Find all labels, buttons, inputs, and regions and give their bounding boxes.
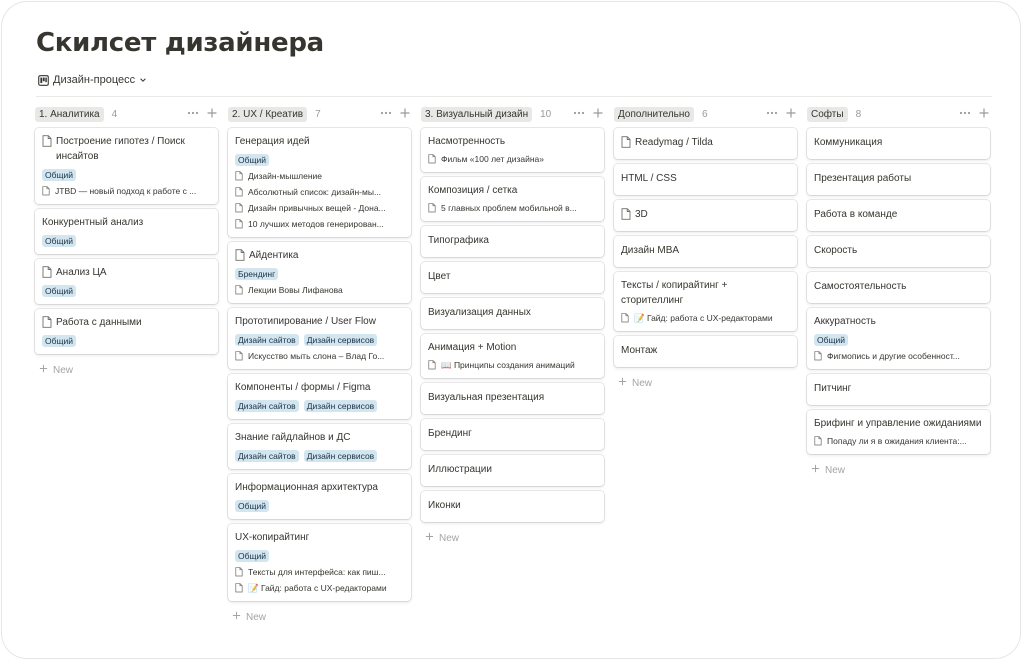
page-icon <box>235 203 243 213</box>
card-title-text: Визуализация данных <box>428 307 531 318</box>
plus-icon <box>811 464 825 476</box>
card-title-text: Композиция / сетка <box>428 185 518 196</box>
board-card[interactable] <box>228 424 411 469</box>
relation-text: Дизайн-мышление <box>248 171 323 181</box>
add-card-icon[interactable] <box>585 106 604 124</box>
card-title-text: Анимация + Motion <box>428 342 517 353</box>
new-label: New <box>246 611 267 623</box>
card-tags <box>42 335 211 347</box>
board-card[interactable] <box>807 236 990 267</box>
card-tags <box>42 235 211 247</box>
card-tags <box>235 154 404 166</box>
board-card[interactable] <box>421 262 604 293</box>
relation-text: 📝 Гайд: работа с UX-редакторами <box>248 583 387 593</box>
more-options-icon[interactable] <box>373 106 392 124</box>
card-title <box>42 315 211 330</box>
column-group-label[interactable]: 1. Аналитика <box>35 107 104 122</box>
card-title <box>42 215 211 230</box>
category-tag: Общий <box>42 169 76 181</box>
board-card[interactable] <box>228 474 411 519</box>
card-tags <box>235 450 404 462</box>
plus-icon <box>232 611 246 623</box>
new-label: New <box>439 532 460 544</box>
card-title-text: Иконки <box>428 500 461 511</box>
column-header <box>421 106 604 122</box>
new-card-button[interactable] <box>811 464 990 476</box>
relation-link[interactable] <box>235 202 404 214</box>
card-title <box>428 426 597 441</box>
add-card-icon[interactable] <box>971 106 990 124</box>
board-card[interactable] <box>421 455 604 486</box>
relation-text: Фигмопись и другие особенност... <box>827 351 960 361</box>
relation-link[interactable] <box>428 202 597 214</box>
card-title-text: Знание гайдлайнов и ДС <box>235 432 351 443</box>
card-title <box>235 134 404 149</box>
card-tags <box>235 400 404 412</box>
more-options-icon[interactable] <box>759 106 778 124</box>
category-tag: Общий <box>235 550 269 562</box>
more-options-icon[interactable] <box>180 106 199 124</box>
relation-link[interactable] <box>235 284 404 296</box>
add-card-icon[interactable] <box>392 106 411 124</box>
board-card[interactable] <box>614 236 797 267</box>
relation-text: Абсолютный список: дизайн-мы... <box>248 187 382 197</box>
column-actions <box>566 106 604 124</box>
page-icon <box>235 249 245 261</box>
board-card[interactable] <box>614 164 797 195</box>
board-card[interactable] <box>614 272 797 331</box>
card-title <box>814 207 983 222</box>
chevron-down-icon <box>139 76 147 84</box>
relation-link[interactable] <box>235 566 404 578</box>
card-tags <box>814 334 983 346</box>
board-card[interactable] <box>228 128 411 237</box>
card-title-text: Скорость <box>814 245 858 256</box>
page-icon <box>235 171 243 181</box>
page-icon <box>428 203 436 213</box>
card-title-text: Компоненты / формы / Figma <box>235 382 371 393</box>
category-tag: Дизайн сервисов <box>304 450 378 462</box>
card-title <box>42 265 211 280</box>
board-card[interactable] <box>807 200 990 231</box>
board-card[interactable] <box>421 226 604 257</box>
card-tags <box>235 550 404 562</box>
new-label: New <box>53 364 74 376</box>
new-card-button[interactable] <box>618 377 797 389</box>
board-card[interactable] <box>228 524 411 601</box>
plus-icon <box>425 532 439 544</box>
column-group-label[interactable]: 2. UX / Креатив <box>228 107 307 122</box>
column-header <box>614 106 797 122</box>
card-title <box>814 135 983 150</box>
page-icon <box>235 351 243 361</box>
relation-text: Лекции Вовы Лифанова <box>248 285 343 295</box>
add-card-icon[interactable] <box>199 106 218 124</box>
board-column <box>228 106 411 623</box>
page-icon <box>428 360 436 370</box>
column-actions <box>373 106 411 124</box>
card-title-text: Самостоятельность <box>814 281 907 292</box>
card-title-text: Коммуникация <box>814 137 883 148</box>
card-title-text: Питчинг <box>814 383 852 394</box>
board-card[interactable] <box>807 374 990 405</box>
board-card[interactable] <box>421 334 604 378</box>
board-column <box>614 106 797 389</box>
card-title <box>235 314 404 329</box>
card-title-text: 3D <box>635 209 648 220</box>
category-tag: Дизайн сайтов <box>235 450 299 462</box>
board-card[interactable] <box>228 308 411 369</box>
card-title-text: Конкурентный анализ <box>42 217 144 228</box>
category-tag: Дизайн сервисов <box>304 400 378 412</box>
card-title <box>814 171 983 186</box>
board-card[interactable] <box>807 308 990 369</box>
column-header <box>228 106 411 122</box>
board-card[interactable] <box>807 410 990 454</box>
card-title-text: UX-копирайтинг <box>235 532 310 543</box>
page-icon <box>42 266 52 278</box>
page-icon <box>235 583 243 593</box>
category-tag: Дизайн сервисов <box>304 334 378 346</box>
card-title <box>42 134 211 164</box>
board-card[interactable] <box>228 374 411 419</box>
card-title <box>428 462 597 477</box>
card-title-text: Работа в команде <box>814 209 898 220</box>
card-tags <box>235 500 404 512</box>
card-title-text: Аккуратность <box>814 316 876 327</box>
new-card-button[interactable] <box>425 532 604 544</box>
category-tag: Дизайн сайтов <box>235 334 299 346</box>
board-card[interactable] <box>35 309 218 354</box>
column-count: 7 <box>315 108 321 120</box>
relation-link[interactable] <box>235 350 404 362</box>
relation-link[interactable] <box>235 218 404 230</box>
card-title-text: Информационная архитектура <box>235 482 378 493</box>
card-title-text: Насмотренность <box>428 136 506 147</box>
card-title-text: Айдентика <box>249 250 299 261</box>
relation-text: 📝 Гайд: работа с UX-редакторами <box>634 313 773 323</box>
new-card-button[interactable] <box>232 611 411 623</box>
relation-link[interactable] <box>814 350 983 362</box>
card-title-text: Брифинг и управление ожиданиями <box>814 418 982 429</box>
card-title-text: Цвет <box>428 271 451 282</box>
plus-icon <box>39 364 53 376</box>
board-card[interactable] <box>807 128 990 159</box>
board-card[interactable] <box>807 272 990 303</box>
card-title-text: Работа с данными <box>56 317 142 328</box>
card-title <box>621 343 790 358</box>
new-label: New <box>632 377 653 389</box>
view-selector[interactable] <box>38 74 147 86</box>
new-card-button[interactable] <box>39 364 218 376</box>
add-card-icon[interactable] <box>778 106 797 124</box>
board-card[interactable] <box>421 491 604 522</box>
relation-text: Фильм «100 лет дизайна» <box>441 154 544 164</box>
column-actions <box>952 106 990 124</box>
category-tag: Общий <box>42 335 76 347</box>
plus-icon <box>618 377 632 389</box>
card-title-text: Брендинг <box>428 428 472 439</box>
board-card[interactable] <box>35 209 218 254</box>
board-card[interactable] <box>35 259 218 304</box>
card-title-text: Монтаж <box>621 345 658 356</box>
card-title <box>814 243 983 258</box>
card-title-text: Построение гипотез / Поиск инсайтов <box>56 136 185 162</box>
board-card[interactable] <box>807 164 990 195</box>
relation-link[interactable] <box>428 359 597 371</box>
relation-link[interactable] <box>235 186 404 198</box>
card-title-text: Readymag / Tilda <box>635 137 713 148</box>
category-tag: Дизайн сайтов <box>235 400 299 412</box>
page-frame <box>1 1 1021 659</box>
column-header <box>807 106 990 122</box>
relation-link[interactable] <box>42 185 211 197</box>
board-card[interactable] <box>228 242 411 303</box>
card-title-text: Визуальная презентация <box>428 392 545 403</box>
column-group-label[interactable]: Софты <box>807 107 848 122</box>
card-title-text: HTML / CSS <box>621 173 677 184</box>
page-icon <box>621 313 629 323</box>
column-group-label[interactable]: 3. Визуальный дизайн <box>421 107 532 122</box>
relation-link[interactable] <box>814 435 983 447</box>
column-count: 10 <box>540 108 552 120</box>
category-tag: Общий <box>235 500 269 512</box>
card-title <box>428 183 597 198</box>
card-title-text: Тексты / копирайтинг + сторителлинг <box>621 280 728 306</box>
card-title-text: Типографика <box>428 235 489 246</box>
card-title <box>621 243 790 258</box>
card-title <box>428 498 597 513</box>
page-icon <box>428 154 436 164</box>
card-title <box>428 134 597 149</box>
relation-link[interactable] <box>235 170 404 182</box>
relation-text: Тексты для интерфейса: как пиш... <box>248 567 386 577</box>
relation-link[interactable] <box>428 153 597 165</box>
card-title-text: Дизайн MBA <box>621 245 680 256</box>
card-title <box>235 380 404 395</box>
card-tags <box>235 268 404 280</box>
column-count: 6 <box>701 108 708 120</box>
board-card[interactable] <box>35 128 218 204</box>
card-title-text: Анализ ЦА <box>56 267 107 278</box>
board-card[interactable] <box>614 200 797 231</box>
card-title-text: Иллюстрации <box>428 464 492 475</box>
board-card[interactable] <box>421 383 604 414</box>
relation-text: 5 главных проблем мобильной в... <box>441 203 577 213</box>
column-count: 8 <box>855 108 862 120</box>
card-title <box>428 233 597 248</box>
board-card[interactable] <box>421 128 604 172</box>
new-label: New <box>825 464 846 476</box>
view-label: Дизайн-процесс <box>53 74 136 86</box>
category-tag: Общий <box>814 334 848 346</box>
relation-link[interactable] <box>235 582 404 594</box>
page-icon <box>621 208 631 220</box>
card-title <box>814 279 983 294</box>
relation-text: 10 лучших методов генерирован... <box>248 219 384 229</box>
card-title <box>428 305 597 320</box>
page-icon <box>235 567 243 577</box>
page-icon <box>814 436 822 446</box>
card-title <box>235 430 404 445</box>
category-tag: Общий <box>235 154 269 166</box>
relation-text: JTBD — новый подход к работе с ... <box>55 186 197 196</box>
category-tag: Общий <box>42 235 76 247</box>
board-card[interactable] <box>614 336 797 367</box>
card-title <box>235 248 404 263</box>
page-icon <box>42 186 50 196</box>
relation-text: Попаду ли я в ожидания клиента:... <box>827 436 967 446</box>
card-tags <box>42 169 211 181</box>
category-tag: Брендинг <box>235 268 278 280</box>
relation-text: Искусство мыть слона – Влад Го... <box>248 351 385 361</box>
board-card[interactable] <box>421 419 604 450</box>
board-view-icon <box>38 75 49 86</box>
board-card[interactable] <box>614 128 797 159</box>
card-title <box>621 171 790 186</box>
header-divider <box>36 96 992 97</box>
column-count: 4 <box>111 108 118 120</box>
card-title <box>814 314 983 329</box>
category-tag: Общий <box>42 285 76 297</box>
card-title <box>235 480 404 495</box>
page-icon <box>235 187 243 197</box>
board-card[interactable] <box>421 177 604 221</box>
card-title <box>621 278 790 308</box>
card-title <box>428 340 597 355</box>
card-title <box>814 381 983 396</box>
card-title <box>621 135 790 150</box>
page-icon <box>235 219 243 229</box>
page-icon <box>235 285 243 295</box>
column-group-label[interactable]: Дополнительно <box>614 107 694 122</box>
card-title-text: Прототипирование / User Flow <box>235 316 376 327</box>
card-tags <box>42 285 211 297</box>
relation-link[interactable] <box>621 312 790 324</box>
board-column <box>807 106 990 476</box>
card-title-text: Презентация работы <box>814 173 912 184</box>
page-title: Скилсет дизайнера <box>36 28 324 58</box>
column-actions <box>759 106 797 124</box>
page-icon <box>621 136 631 148</box>
column-header <box>35 106 218 122</box>
page-icon <box>42 135 52 147</box>
page-icon <box>42 316 52 328</box>
column-actions <box>180 106 218 124</box>
card-title <box>428 390 597 405</box>
card-title-text: Генерация идей <box>235 136 310 147</box>
more-options-icon[interactable] <box>566 106 585 124</box>
board-card[interactable] <box>421 298 604 329</box>
card-title <box>621 207 790 222</box>
page-icon <box>814 351 822 361</box>
card-title <box>428 269 597 284</box>
board-column <box>421 106 604 544</box>
relation-text: 📖 Принципы создания анимаций <box>441 360 575 370</box>
card-title <box>235 530 404 545</box>
card-title <box>814 416 983 431</box>
board-column <box>35 106 218 376</box>
relation-text: Дизайн привычных вещей - Дона... <box>248 203 386 213</box>
card-tags <box>235 334 404 346</box>
more-options-icon[interactable] <box>952 106 971 124</box>
